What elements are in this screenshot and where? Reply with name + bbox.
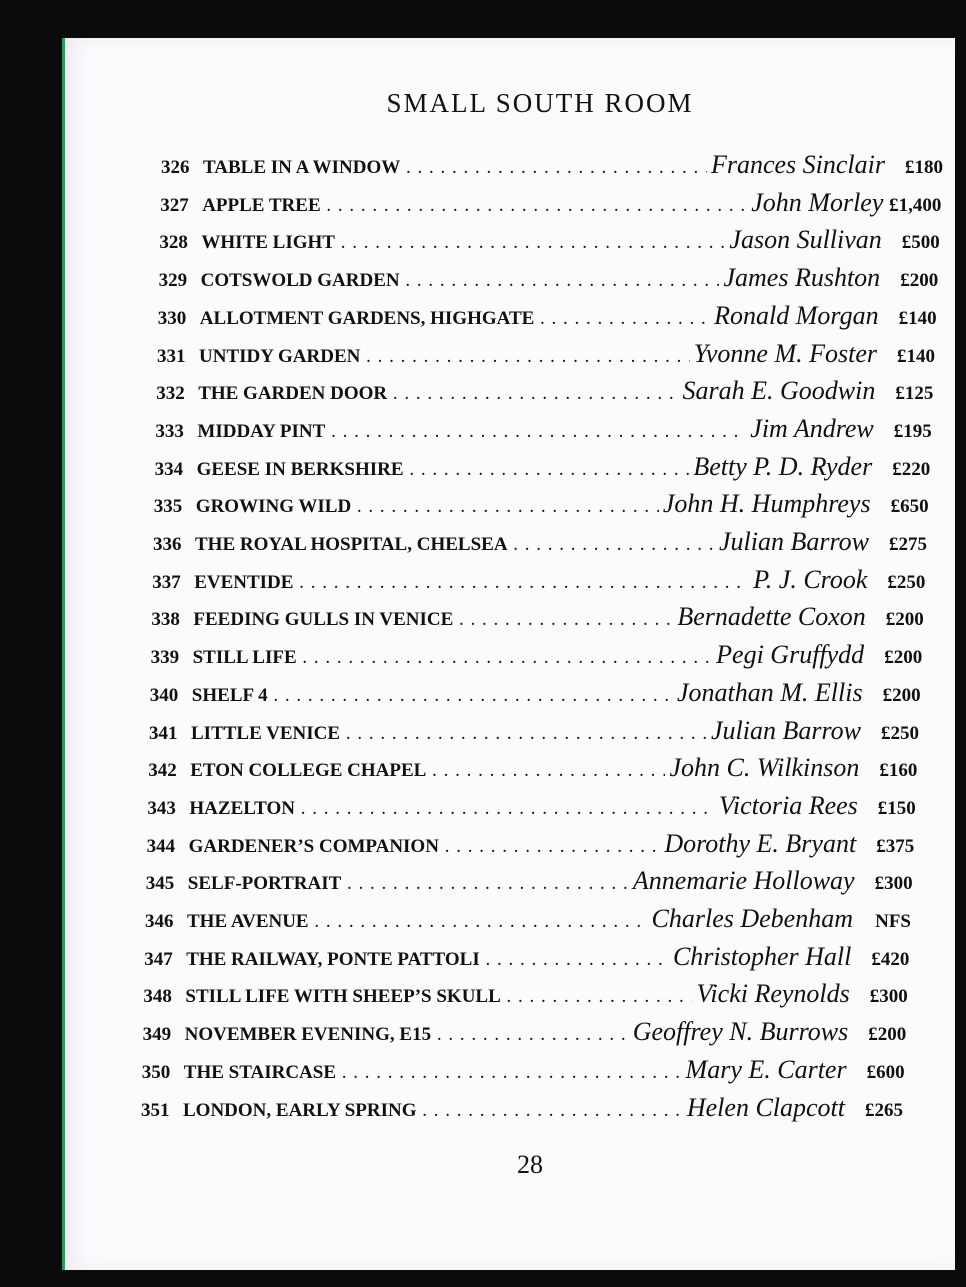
entry-number: 342 bbox=[148, 760, 177, 782]
entry-price: £200 bbox=[868, 1024, 907, 1046]
entry-price: £650 bbox=[890, 496, 929, 518]
entry-price: £375 bbox=[876, 835, 915, 857]
entry-price: £200 bbox=[884, 647, 923, 669]
entry-number: 333 bbox=[155, 420, 184, 442]
entry-title: THE GARDEN DOOR . . . bbox=[198, 383, 678, 405]
catalogue-entry bbox=[151, 602, 923, 636]
catalogue-entry bbox=[147, 829, 915, 863]
entry-price: £200 bbox=[900, 270, 939, 292]
entry-title: WHITE LIGHT . . . bbox=[201, 232, 725, 254]
entry-price: £220 bbox=[892, 458, 931, 480]
entry-price: £125 bbox=[895, 383, 934, 405]
entry-number: 338 bbox=[151, 609, 180, 631]
entry-price: £500 bbox=[901, 232, 940, 254]
entry-number: 340 bbox=[149, 684, 179, 706]
entry-number: 335 bbox=[153, 496, 183, 518]
entry-number: 348 bbox=[143, 986, 172, 1008]
entry-number: 331 bbox=[157, 345, 186, 367]
entry-artist: Julian Barrow bbox=[707, 716, 861, 746]
entry-title: SELF-PORTRAIT . . . bbox=[188, 873, 629, 895]
entry-title: TABLE IN A WINDOW . . . bbox=[203, 157, 707, 179]
entry-artist: Christopher Hall bbox=[669, 942, 851, 972]
catalogue-entry bbox=[161, 150, 943, 184]
catalogue-entry bbox=[155, 414, 931, 448]
entry-artist: Helen Clapcott bbox=[683, 1093, 845, 1123]
entry-artist: John H. Humphreys bbox=[659, 489, 871, 519]
entry-number: 334 bbox=[154, 458, 184, 480]
entry-number: 343 bbox=[147, 797, 176, 819]
entry-number: 330 bbox=[157, 307, 187, 329]
entry-number: 329 bbox=[158, 270, 188, 292]
entry-artist: John C. Wilkinson bbox=[665, 753, 859, 783]
catalogue-entry bbox=[141, 1093, 903, 1127]
entry-title: GEESE IN BERKSHIRE . . . bbox=[197, 459, 690, 481]
catalogue-entry bbox=[153, 527, 927, 561]
entry-title: GARDENER’S COMPANION . . . bbox=[189, 836, 661, 858]
entry-number: 346 bbox=[145, 911, 174, 932]
entry-number: 341 bbox=[149, 722, 178, 744]
entry-price: £250 bbox=[881, 722, 919, 744]
entry-title: HAZELTON . . . bbox=[189, 798, 715, 820]
catalogue-entry bbox=[143, 1017, 907, 1051]
catalogue-entry bbox=[143, 979, 907, 1013]
entry-title: ALLOTMENT GARDENS, HIGHGATE . . . bbox=[200, 308, 710, 330]
entry-artist: Ronald Morgan bbox=[710, 301, 878, 331]
entry-title: UNTIDY GARDEN . . . bbox=[199, 346, 690, 368]
entry-number: 336 bbox=[153, 534, 182, 555]
catalogue-entry bbox=[160, 188, 941, 222]
entry-price: £180 bbox=[905, 157, 943, 178]
catalogue-entry bbox=[154, 489, 929, 523]
catalogue-page bbox=[62, 38, 955, 1270]
catalogue-entry bbox=[142, 1055, 905, 1089]
entry-number: 327 bbox=[160, 194, 189, 216]
page-number: 28 bbox=[517, 1150, 543, 1179]
entry-artist: James Rushton bbox=[719, 263, 880, 293]
room-heading: SMALL SOUTH ROOM bbox=[386, 88, 694, 118]
entry-artist: Charles Debenham bbox=[648, 904, 853, 934]
catalogue-entry bbox=[149, 716, 919, 750]
entry-number: 349 bbox=[142, 1024, 172, 1046]
entry-title: STILL LIFE . . . bbox=[193, 647, 713, 669]
entry-artist: Dorothy E. Bryant bbox=[660, 829, 856, 859]
entry-artist: Sarah E. Goodwin bbox=[679, 376, 876, 406]
entry-price: £600 bbox=[866, 1061, 905, 1083]
entry-price: £275 bbox=[889, 534, 927, 555]
entry-price: £265 bbox=[865, 1099, 903, 1121]
catalogue-entry bbox=[156, 376, 933, 410]
entry-title: EVENTIDE . . . bbox=[194, 572, 749, 594]
entry-artist: Jim Andrew bbox=[746, 414, 874, 444]
entry-number: 351 bbox=[141, 1099, 170, 1121]
entry-title: ETON COLLEGE CHAPEL . . . bbox=[190, 760, 665, 782]
entry-number: 328 bbox=[159, 232, 188, 254]
entry-artist: Jonathan M. Ellis bbox=[673, 678, 863, 708]
entry-price: £195 bbox=[893, 420, 932, 442]
entry-list bbox=[65, 38, 955, 1270]
entry-title: THE AVENUE . . . bbox=[187, 911, 648, 933]
entry-artist: Mary E. Carter bbox=[682, 1055, 847, 1085]
entry-title: THE ROYAL HOSPITAL, CHELSEA . . . bbox=[195, 534, 715, 556]
entry-number: 337 bbox=[152, 571, 181, 593]
entry-title: GROWING WILD . . . bbox=[196, 496, 659, 518]
catalogue-entry bbox=[157, 339, 935, 373]
entry-price: £140 bbox=[898, 307, 937, 329]
entry-price: £300 bbox=[874, 873, 913, 895]
entry-price: £200 bbox=[885, 609, 924, 631]
entry-title: FEEDING GULLS IN VENICE . . . bbox=[193, 609, 673, 631]
entry-title: COTSWOLD GARDEN . . . bbox=[201, 270, 720, 292]
catalogue-entry bbox=[144, 942, 909, 976]
entry-number: 332 bbox=[156, 383, 185, 405]
entry-artist: Yvonne M. Foster bbox=[690, 339, 877, 369]
entry-price: £420 bbox=[871, 948, 910, 970]
entry-title: MIDDAY PINT . . . bbox=[197, 421, 746, 443]
entry-artist: P. J. Crook bbox=[749, 565, 867, 595]
catalogue-entry bbox=[145, 904, 911, 938]
entry-artist: Annemarie Holloway bbox=[629, 866, 855, 896]
catalogue-entry bbox=[155, 452, 931, 486]
entry-artist: Victoria Rees bbox=[715, 791, 858, 821]
entry-artist: Geoffrey N. Burrows bbox=[629, 1017, 848, 1047]
entry-price: £160 bbox=[879, 760, 918, 782]
catalogue-entry bbox=[152, 565, 925, 599]
entry-price: £250 bbox=[887, 571, 926, 593]
entry-artist: Bernadette Coxon bbox=[673, 602, 865, 632]
entry-price: NFS bbox=[875, 911, 911, 932]
entry-number: 345 bbox=[145, 873, 175, 895]
entry-number: 339 bbox=[150, 647, 180, 669]
entry-price: £140 bbox=[897, 345, 935, 367]
entry-title: APPLE TREE . . . bbox=[202, 195, 747, 217]
entry-number: 350 bbox=[141, 1061, 171, 1083]
entry-title: LITTLE VENICE . . . bbox=[191, 723, 707, 745]
entry-title: THE RAILWAY, PONTE PATTOLI . . . bbox=[186, 949, 669, 971]
entry-number: 326 bbox=[161, 157, 190, 178]
entry-price: £150 bbox=[877, 797, 916, 819]
catalogue-entry bbox=[146, 866, 913, 900]
entry-artist: Pegi Gruffydd bbox=[712, 640, 864, 670]
catalogue-entry bbox=[158, 301, 937, 335]
entry-title: NOVEMBER EVENING, E15 . . . bbox=[185, 1024, 629, 1046]
entry-artist: Jason Sullivan bbox=[725, 225, 881, 255]
entry-title: SHELF 4 . . . bbox=[192, 685, 673, 707]
catalogue-entry bbox=[159, 263, 939, 297]
entry-artist: Betty P. D. Ryder bbox=[689, 452, 872, 482]
entry-artist: Julian Barrow bbox=[715, 527, 869, 557]
entry-number: 344 bbox=[146, 835, 176, 857]
entry-price: £300 bbox=[869, 986, 908, 1008]
catalogue-entry bbox=[148, 753, 917, 787]
catalogue-entry bbox=[147, 791, 915, 825]
entry-price: £200 bbox=[882, 684, 921, 706]
entry-artist: Frances Sinclair bbox=[707, 150, 885, 180]
entry-title: THE STAIRCASE . . . bbox=[184, 1062, 682, 1084]
entry-price: £1,400 bbox=[889, 194, 942, 216]
entry-title: STILL LIFE WITH SHEEP’S SKULL . . . bbox=[185, 986, 692, 1008]
catalogue-entry bbox=[151, 640, 923, 674]
entry-artist: John Morley bbox=[747, 188, 883, 218]
catalogue-entry bbox=[150, 678, 921, 712]
entry-title: LONDON, EARLY SPRING . . . bbox=[183, 1100, 683, 1122]
entry-artist: Vicki Reynolds bbox=[692, 979, 849, 1009]
catalogue-entry bbox=[159, 225, 939, 259]
entry-number: 347 bbox=[144, 948, 173, 970]
